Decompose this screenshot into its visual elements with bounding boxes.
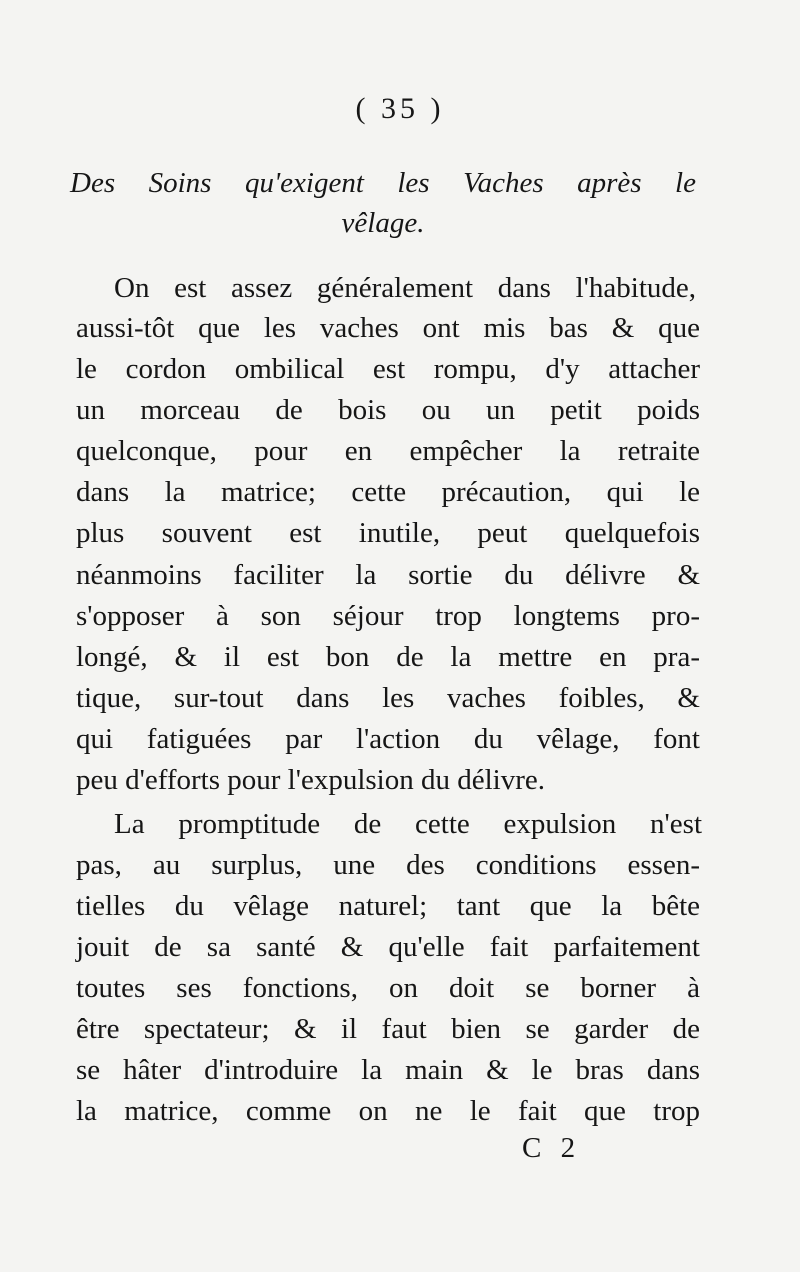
page-number: ( 35 ) [355,92,445,125]
text-line: qui fatiguées par l'action du vêlage, font [76,723,700,755]
text-line: peu d'efforts pour l'expulsion du délivre. [76,764,545,796]
text-line: plus souvent est inutile, peut quelquefois [76,517,700,549]
text-line: pas, au surplus, une des conditions essen- [76,849,700,881]
text-line: aussi-tôt que les vaches ont mis bas & que [76,312,700,344]
text-line: être spectateur; & il faut bien se garder de [76,1013,700,1045]
text-line: On est assez généralement dans l'habitude, [114,272,696,304]
text-line: un morceau de bois ou un petit poids [76,394,700,426]
section-title-line-1: Des Soins qu'exigent les Vaches après le [70,167,696,199]
section-title-line-2: vêlage. [341,207,425,239]
text-line: la matrice, comme on ne le fait que trop [76,1095,700,1127]
text-line: s'opposer à son séjour trop longtems pro- [76,600,700,632]
text-line: dans la matrice; cette précaution, qui le [76,476,700,508]
text-line: tique, sur-tout dans les vaches foibles, & [76,682,700,714]
text-line: toutes ses fonctions, on doit se borner à [76,972,700,1004]
text-line: néanmoins faciliter la sortie du délivre & [76,559,700,591]
text-line: tielles du vêlage naturel; tant que la bête [76,890,700,922]
text-line: le cordon ombilical est rompu, d'y attacher [76,353,700,385]
text-line: La promptitude de cette expulsion n'est [114,808,702,840]
text-line: se hâter d'introduire la main & le bras dans [76,1054,700,1086]
text-line: jouit de sa santé & qu'elle fait parfaitement [76,931,700,963]
signature-mark: C 2 [522,1132,582,1164]
text-line: longé, & il est bon de la mettre en pra- [76,641,700,673]
text-line: quelconque, pour en empêcher la retraite [76,435,700,467]
